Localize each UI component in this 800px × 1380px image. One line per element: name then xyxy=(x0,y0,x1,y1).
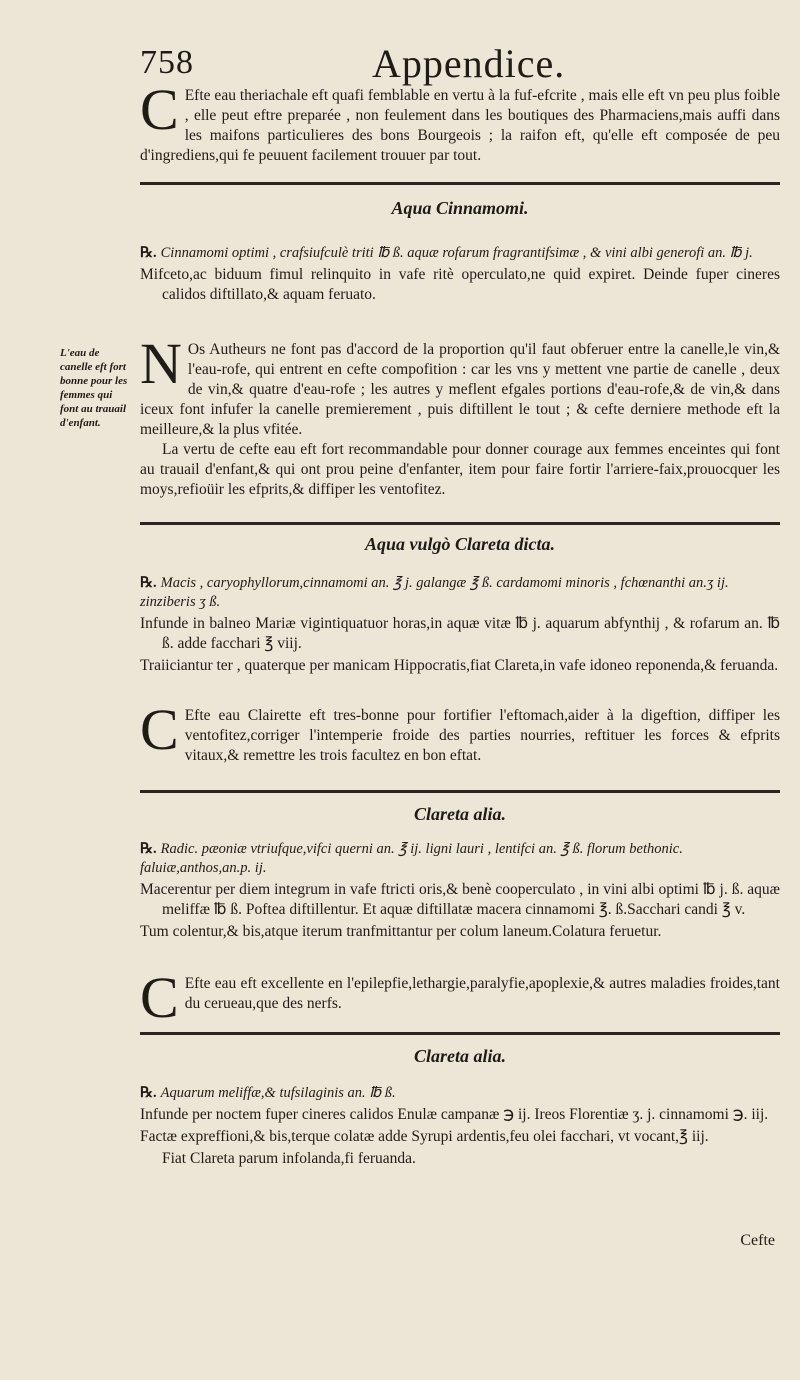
section-divider xyxy=(140,182,780,185)
recipe-symbol: ℞. xyxy=(140,575,157,591)
catchword: Cefte xyxy=(740,1232,775,1249)
method-text: Factæ expreffioni,& bis,terque colatæ adde Syrupi ardentis,feu olei facchari, vt vocant,℥ iij. xyxy=(140,1128,709,1145)
recipe-clareta-alia xyxy=(140,840,780,942)
dropcap: N xyxy=(140,331,182,396)
margin-note: L'eau de canelle eft fort bonne pour les femmes qui font au trauail d'enfant. xyxy=(60,347,128,429)
recipe-clareta xyxy=(140,574,780,676)
recipe-aqua-cinnamomi xyxy=(140,244,780,305)
commentary-text: Os Autheurs ne font pas d'accord de la proportion qu'il faut obferuer entre la canelle,le vin,& l'eau-rofe, qui entrent en cefte compofition : car les vns y mettent vne partie de canelle , deux de vin,& quatre d'eau-rofe ; les autres y meflent efgales portions d'eau-rofe,& de vin,& dans iceux font infufer la canelle premierement , puis diftillent le tout ; & cefte derniere methode eft la meilleure,& la plus vfitée. xyxy=(140,341,780,438)
recipe-text: Aquarum meliffæ,& tufsilaginis an. ℔ ß. xyxy=(160,1085,396,1101)
commentary-text: Efte eau eft excellente en l'epilepfie,lethargie,paralyfie,apoplexie,& autres maladies froides,tant du cerueau,que des nerfs. xyxy=(184,975,780,1012)
section-title-clareta-alia: Clareta alia. xyxy=(413,804,506,824)
recipe-text: Cinnamomi optimi , crafsiufculè triti ℔ ß. aquæ rofarum fragrantifsimæ , & vini albi generofi an. ℔ j. xyxy=(160,245,753,261)
section-title-clareta: Aqua vulgò Clareta dicta. xyxy=(364,534,555,554)
commentary-clareta-alia xyxy=(140,965,780,1030)
method-text: Infunde in balneo Mariæ vigintiquatuor horas,in aquæ vitæ ℔ j. aquarum abfynthij , & rofarum an. ℔ ß. adde facchari ℥ viij. xyxy=(140,615,780,652)
recipe-clareta-alia-2 xyxy=(140,1084,780,1169)
recipe-symbol: ℞. xyxy=(140,1085,157,1101)
recipe-text: Macis , caryophyllorum,cinnamomi an. ℥ j. galangæ ℥ ß. cardamomi minoris , fchœnanthi an.ʒ ij. zinziberis ʒ ß. xyxy=(140,575,729,610)
recipe-symbol: ℞. xyxy=(140,245,157,261)
method-text: Fiat Clareta parum infolanda,fi feruanda. xyxy=(162,1150,416,1167)
page-header xyxy=(140,40,780,90)
commentary-aqua-cinnamomi xyxy=(140,331,780,500)
page-number: 758 xyxy=(140,44,194,81)
method-text: Tum colentur,& bis,atque iterum tranfmittantur per colum laneum.Colatura feruetur. xyxy=(140,923,662,940)
commentary-clareta xyxy=(140,697,780,766)
dropcap: C xyxy=(140,965,179,1030)
running-title: Appendice. xyxy=(372,41,566,86)
method-text: Macerentur per diem integrum in vafe ftricti oris,& benè cooperculato , in vini albi optimi ℔ j. ß. aquæ meliffæ ℔ ß. Poftea diftillentur. Et aquæ diftillatæ macera cinnamomi ℥. ß.Sacchari candi ℥ v. xyxy=(140,881,780,918)
recipe-text: Radic. pæoniæ vtriufque,vifci querni an. ℥ ij. ligni lauri , lentifci an. ℥ ß. florum bethonic. faluiæ,anthos,an.p. ij. xyxy=(140,841,683,876)
section-title-aqua-cinnamomi: Aqua Cinnamomi. xyxy=(391,198,529,218)
dropcap: C xyxy=(140,77,179,142)
dropcap: C xyxy=(140,697,179,762)
section-divider xyxy=(140,790,780,793)
virtue-text: La vertu de cefte eau eft fort recommandable pour donner courage aux femmes enceintes qui font au trauail d'enfant,& qui ont prou peine d'enfanter, item pour faire fortir l'arriere-faix,prouocquer les moys,refioüir les efprits,& diffiper les ventofitez. xyxy=(140,441,780,498)
section-divider xyxy=(140,1032,780,1035)
method-text: Mifceto,ac biduum fimul relinquito in vafe ritè operculato,ne quid expiret. Deinde fuper cineres calidos diftillato,& aquam feruato. xyxy=(140,266,780,303)
section-title-clareta-alia-2: Clareta alia. xyxy=(413,1046,506,1066)
recipe-symbol: ℞. xyxy=(140,841,157,857)
commentary-text: Efte eau Clairette eft tres-bonne pour fortifier l'eftomach,aider à la digeftion, diffiper les ventofitez,corriger l'intemperie froide des parties nourries, reftituer les forces & efprits vitaux,& remettre les trois facultez en bon eftat. xyxy=(184,707,780,764)
intro-text: Efte eau theriachale eft quafi femblable en vertu à la fuf-efcrite , mais elle eft vn peu plus foible , elle peut eftre preparée , non feulement dans les boutiques des Pharmaciens,mais auffi dans les maifons particulieres des bons Bourgeois ; la raifon eft, qu'elle eft composée de peu d'ingrediens,qui fe peuuent facilement trouuer par tout. xyxy=(140,87,780,164)
intro-paragraph xyxy=(140,77,780,166)
method-text: Infunde per noctem fuper cineres calidos Enulæ campanæ ℈ ij. Ireos Florentiæ ʒ. j. cinnamomi ℈. iij. xyxy=(140,1106,769,1123)
method-text: Traiiciantur ter , quaterque per manicam Hippocratis,fiat Clareta,in vafe idoneo reponenda,& feruanda. xyxy=(140,657,779,674)
section-divider xyxy=(140,522,780,525)
